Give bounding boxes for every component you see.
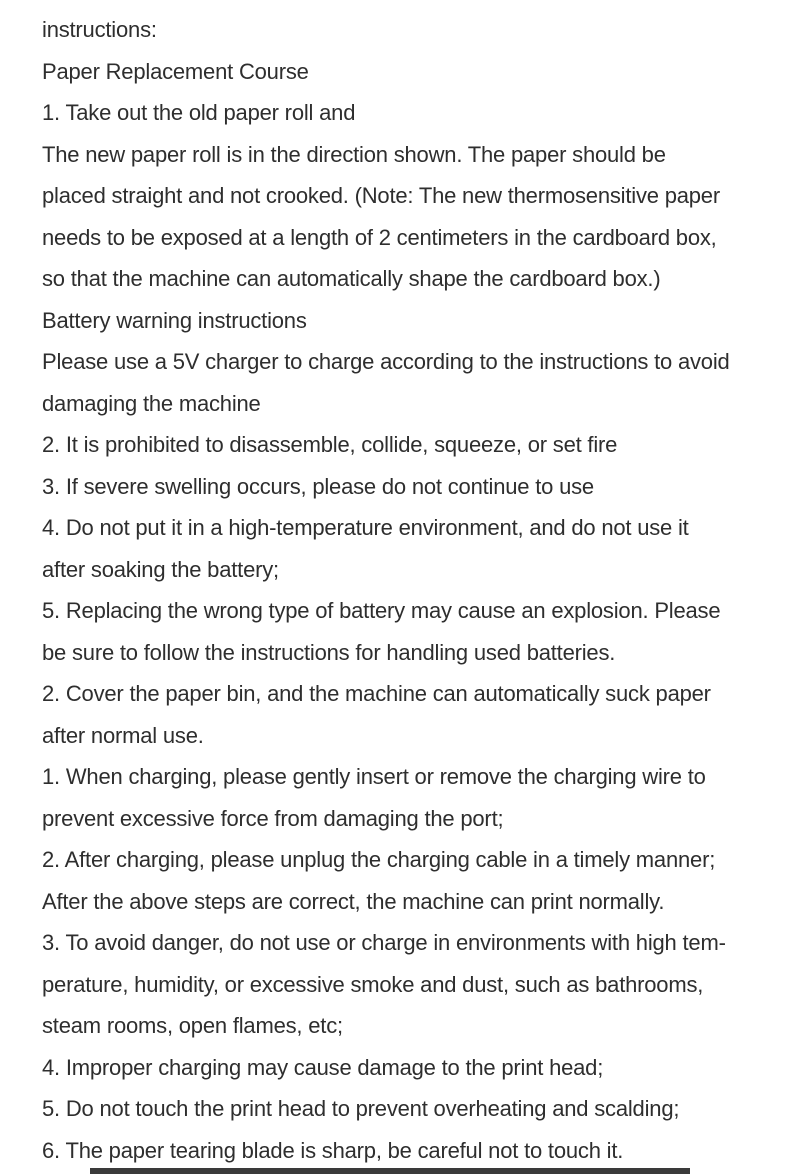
text-line: perature, humidity, or excessive smoke and dust, such as bathrooms, xyxy=(42,971,704,997)
text-line: so that the machine can automatically shape the cardboard box.) xyxy=(42,266,661,291)
text-line: placed straight and not crooked. (Note: The new thermosensitive paper xyxy=(42,183,720,208)
text-line: be sure to follow the instructions for handling used batteries. xyxy=(42,639,616,665)
text-line: The new paper roll is in the direction shown. The paper should be xyxy=(42,141,666,167)
text-line: instructions: xyxy=(42,17,157,42)
text-line: Please use a 5V charger to charge according to the instructions to avoid xyxy=(42,349,730,374)
text-line: 4. Improper charging may cause damage to the print head; xyxy=(42,1054,604,1080)
text-line: after normal use. xyxy=(42,722,204,748)
text-line: after soaking the battery; xyxy=(42,556,279,582)
text-line: 2. It is prohibited to disassemble, collide, squeeze, or set fire xyxy=(42,432,618,457)
text-line: Paper Replacement Course xyxy=(42,58,309,84)
text-line: 6. The paper tearing blade is sharp, be careful not to touch it. xyxy=(42,1137,624,1163)
instructions-text-block xyxy=(42,9,790,1171)
text-line: 1. When charging, please gently insert or remove the charging wire to xyxy=(42,764,706,789)
text-line: Battery warning instructions xyxy=(42,307,307,333)
text-line: needs to be exposed at a length of 2 centimeters in the cardboard box, xyxy=(42,224,717,250)
text-line: 2. After charging, please unplug the charging cable in a timely manner; xyxy=(42,847,716,872)
text-line: 1. Take out the old paper roll and xyxy=(42,100,356,125)
text-line: damaging the machine xyxy=(42,390,261,416)
text-line: 3. If severe swelling occurs, please do not continue to use xyxy=(42,473,594,499)
text-line: 5. Replacing the wrong type of battery may cause an explosion. Please xyxy=(42,598,721,623)
cropped-dark-image-edge xyxy=(90,1168,690,1174)
text-line: 4. Do not put it in a high-temperature environment, and do not use it xyxy=(42,515,689,540)
text-line: prevent excessive force from damaging the port; xyxy=(42,805,504,831)
text-line: After the above steps are correct, the machine can print normally. xyxy=(42,888,665,914)
text-line: 2. Cover the paper bin, and the machine can automatically suck paper xyxy=(42,681,711,706)
text-line: steam rooms, open flames, etc; xyxy=(42,1013,343,1038)
text-line: 5. Do not touch the print head to prevent overheating and scalding; xyxy=(42,1096,680,1121)
text-line: 3. To avoid danger, do not use or charge in environments with high tem- xyxy=(42,930,726,955)
